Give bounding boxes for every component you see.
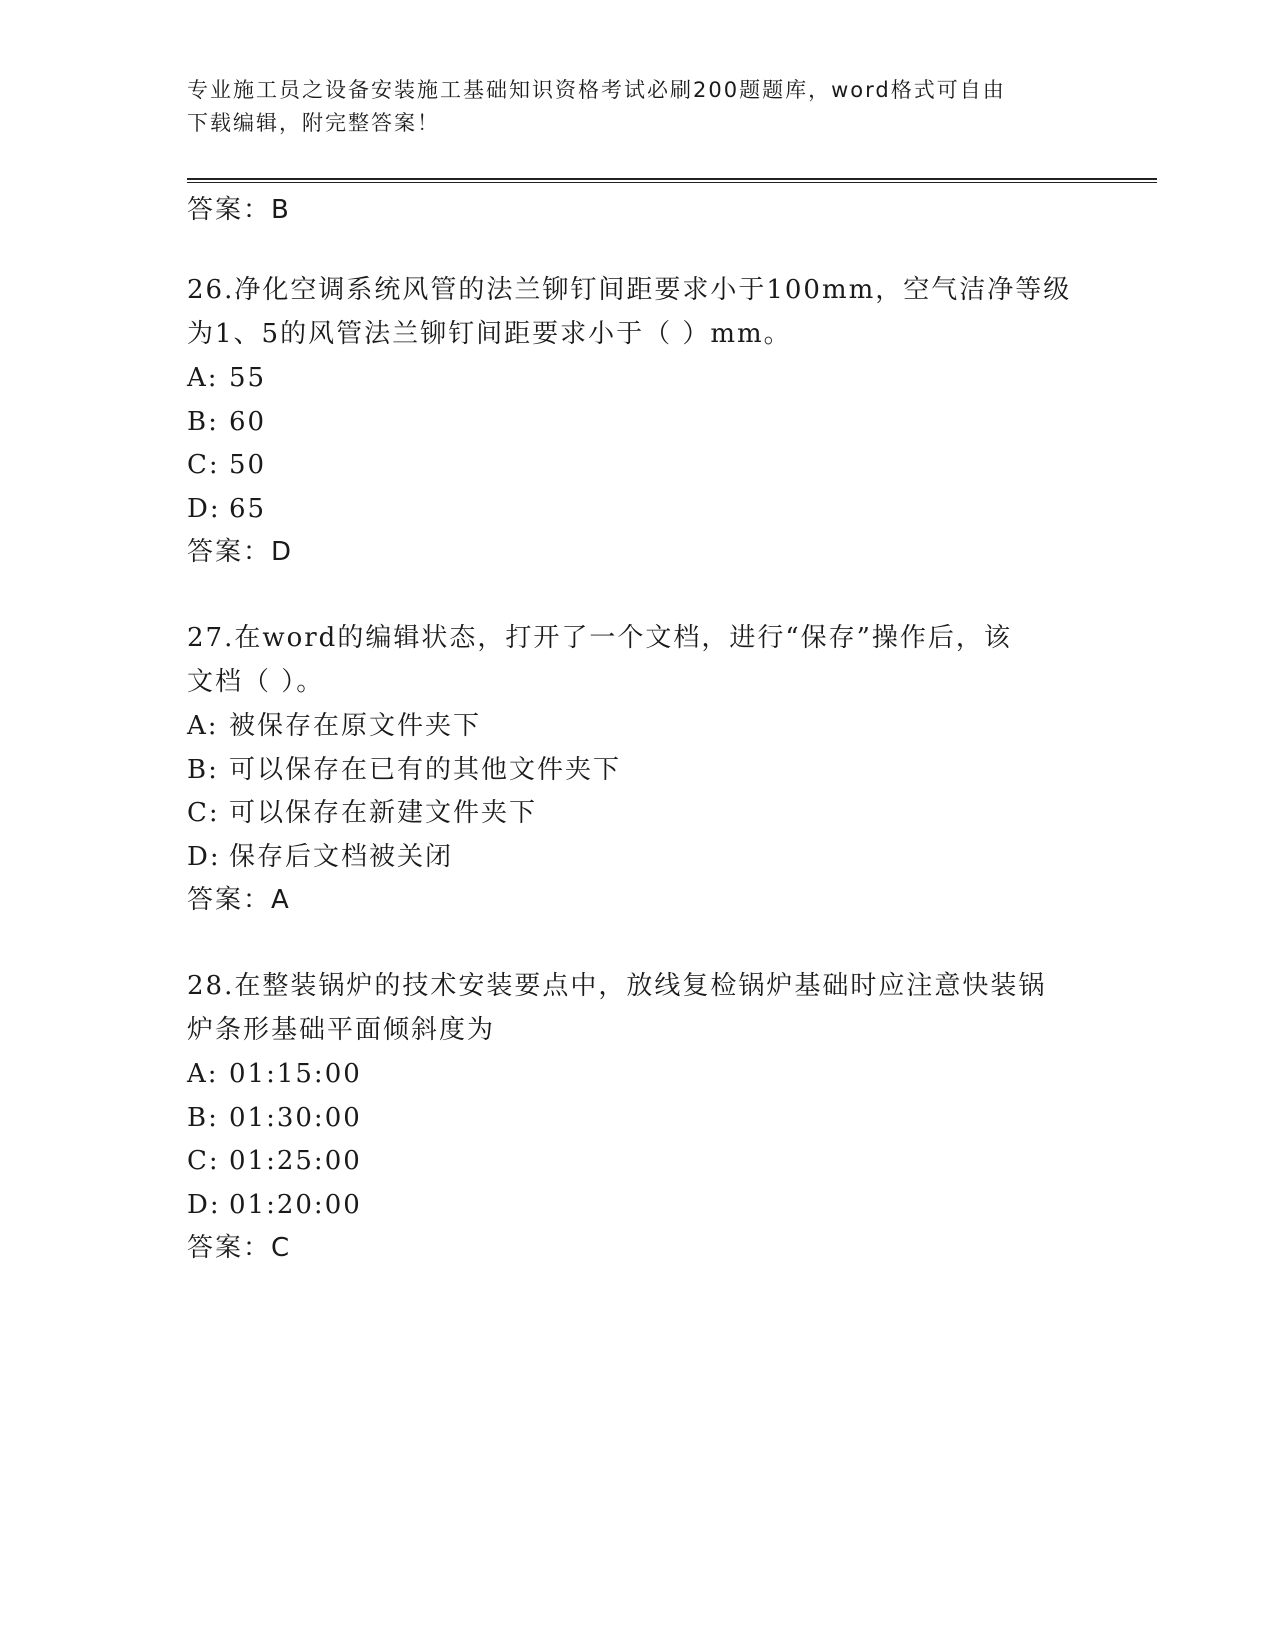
option-label: D:: [187, 1190, 221, 1220]
option-text: 50: [229, 450, 267, 480]
option-text: 60: [229, 407, 267, 437]
question-26-option-b: [187, 406, 266, 438]
question-26-option-a: [187, 362, 266, 394]
question-27-option-c: [187, 797, 537, 829]
question-27-option-b: [187, 754, 621, 786]
question-28-option-c: [187, 1145, 362, 1177]
option-label: C:: [187, 450, 220, 480]
option-text: 01:25:00: [229, 1146, 362, 1176]
question-28-option-b: [187, 1102, 362, 1134]
option-label: B:: [187, 407, 219, 437]
header-divider: [187, 178, 1157, 180]
option-text: 01:15:00: [229, 1059, 362, 1089]
question-28-option-a: [187, 1058, 362, 1090]
header-divider-thin: [187, 182, 1157, 183]
question-28-line-2: 炉条形基础平面倾斜度为: [187, 1015, 496, 1045]
option-label: B:: [187, 1103, 219, 1133]
question-26-answer: 答案：D: [187, 537, 294, 567]
header-line-2: 下载编辑，附完整答案！: [187, 111, 440, 135]
option-text: 被保存在原文件夹下: [229, 711, 482, 741]
question-27-line-2: 文档（ ）。: [187, 667, 325, 697]
option-text: 55: [229, 363, 267, 393]
question-27-line-1: 27.在word的编辑状态，打开了一个文档，进行“保存”操作后，该: [187, 623, 1012, 653]
question-26-line-1: 26.净化空调系统风管的法兰铆钉间距要求小于100mm，空气洁净等级: [187, 275, 1072, 305]
question-27-option-a: [187, 710, 481, 742]
option-text: 65: [229, 494, 267, 524]
question-28-option-d: [187, 1189, 362, 1221]
question-27-option-d: [187, 841, 453, 873]
option-label: C:: [187, 798, 220, 828]
previous-answer: 答案：B: [187, 195, 291, 225]
question-26-option-c: [187, 449, 266, 481]
question-27-answer: 答案：A: [187, 885, 291, 915]
option-text: 01:20:00: [229, 1190, 362, 1220]
option-label: D:: [187, 494, 221, 524]
question-28-answer: 答案：C: [187, 1233, 292, 1263]
question-26-option-d: [187, 493, 266, 525]
question-28-line-1: 28.在整装锅炉的技术安装要点中，放线复检锅炉基础时应注意快装锅: [187, 971, 1047, 1001]
header-line-1: 专业施工员之设备安装施工基础知识资格考试必刷200题题库，word格式可自由: [187, 78, 1006, 102]
option-text: 保存后文档被关闭: [229, 842, 454, 872]
option-text: 01:30:00: [229, 1103, 362, 1133]
option-label: D:: [187, 842, 221, 872]
option-label: A:: [187, 363, 219, 393]
option-text: 可以保存在已有的其他文件夹下: [229, 755, 622, 785]
option-label: C:: [187, 1146, 220, 1176]
option-label: A:: [187, 711, 219, 741]
option-text: 可以保存在新建文件夹下: [229, 798, 538, 828]
question-26-line-2: 为1、5的风管法兰铆钉间距要求小于（ ）mm。: [187, 319, 792, 349]
option-label: B:: [187, 755, 219, 785]
option-label: A:: [187, 1059, 219, 1089]
document-header: [187, 74, 1087, 140]
